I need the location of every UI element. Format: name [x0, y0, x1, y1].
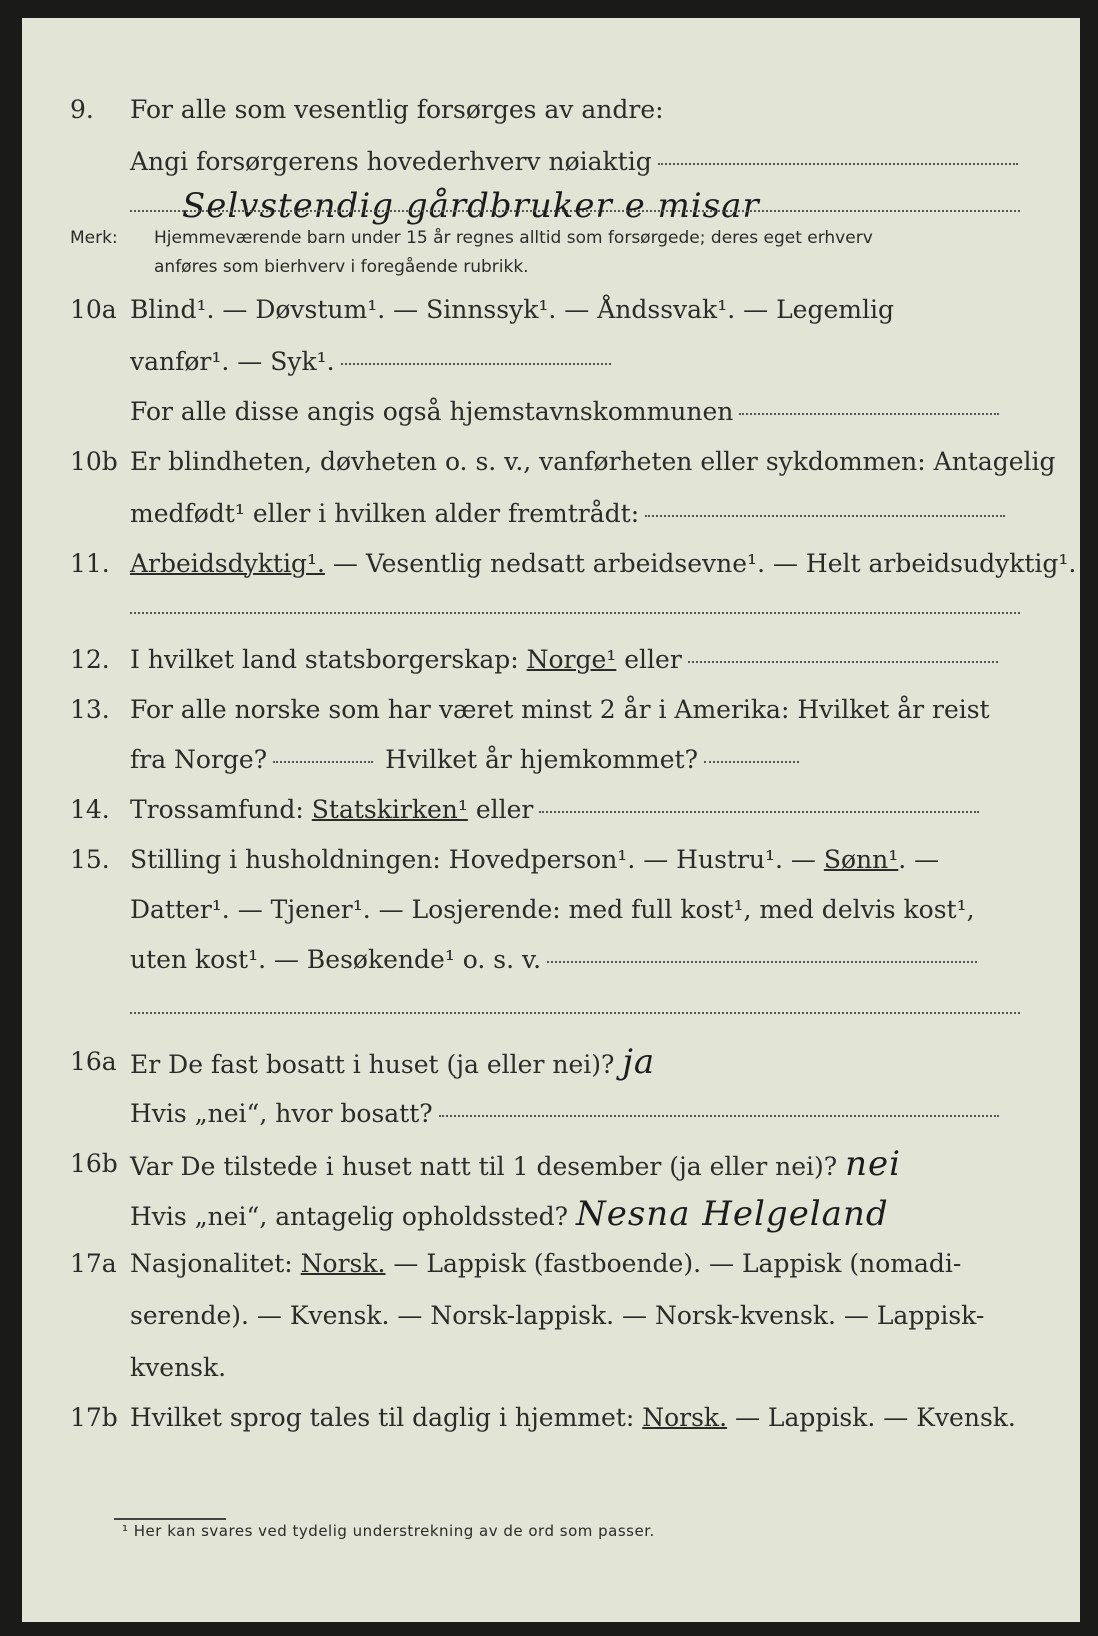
- note-label: Merk:: [70, 228, 118, 248]
- selected-option: Norsk.: [642, 1403, 728, 1432]
- question-number: 10a: [70, 295, 117, 324]
- answer-rule: [130, 210, 1020, 212]
- question-text: eller: [616, 645, 682, 674]
- question-text: vanfør¹. — Syk¹.: [130, 347, 335, 376]
- question-text: Angi forsørgerens hovederhverv nøiaktig: [130, 136, 1040, 188]
- selected-option: Sønn¹: [823, 845, 899, 874]
- answer-rule: [130, 1012, 1020, 1014]
- question-number: 13.: [70, 695, 110, 724]
- handwritten-answer: nei: [845, 1144, 902, 1184]
- question-text: For alle disse angis også hjemstavnskommunen: [130, 397, 734, 426]
- question-text: fra Norge?: [130, 745, 268, 774]
- footnote-rule: [114, 1518, 226, 1520]
- question-text: Nasjonalitet:: [130, 1249, 301, 1278]
- question-text: Hvilket år hjemkommet?: [385, 745, 699, 774]
- question-number: 17a: [70, 1249, 117, 1278]
- census-form-page: [22, 18, 1080, 1622]
- question-text: — Vesentlig nedsatt arbeidsevne¹. — Helt arbeidsudyktig¹.: [324, 549, 1077, 578]
- question-text: serende). — Kvensk. — Norsk-lappisk. — Norsk-kvensk. — Lappisk-: [130, 1301, 985, 1330]
- question-text: For alle som vesentlig forsørges av andre:: [130, 95, 664, 124]
- question-text: . —: [898, 845, 940, 874]
- question-number: 17b: [70, 1403, 118, 1432]
- question-text: Er De fast bosatt i huset (ja eller nei)?: [130, 1050, 615, 1079]
- selected-option: Statskirken¹: [311, 795, 468, 824]
- footnote: ¹ Her kan svares ved tydelig understrekning av de ord som passer.: [122, 1522, 655, 1540]
- question-number: 12.: [70, 645, 110, 674]
- question-number: 16a: [70, 1047, 117, 1076]
- note-merk: [70, 224, 873, 253]
- question-text: Var De tilstede i huset natt til 1 desember (ja eller nei)?: [130, 1152, 838, 1181]
- question-number: 14.: [70, 795, 110, 824]
- question-number: 10b: [70, 447, 118, 476]
- handwritten-answer: Nesna Helgeland: [575, 1194, 889, 1234]
- selected-option: Norge¹: [526, 645, 617, 674]
- selected-option: Norsk.: [300, 1249, 386, 1278]
- question-text: uten kost¹. — Besøkende¹ o. s. v.: [130, 945, 542, 974]
- question-text: medfødt¹ eller i hvilken alder fremtrådt:: [130, 499, 640, 528]
- handwritten-answer: Selvstendig gårdbruker e misar: [182, 186, 760, 226]
- question-number: 11.: [70, 549, 110, 578]
- note-text: Hjemmeværende barn under 15 år regnes alltid som forsørgede; deres eget erhverv: [154, 228, 873, 248]
- question-number: 15.: [70, 845, 110, 874]
- answer-rule: [130, 612, 1020, 614]
- selected-option: Arbeidsdyktig¹.: [130, 549, 325, 578]
- question-text: Hvis „nei“, antagelig opholdssted?: [130, 1202, 569, 1231]
- question-text: — Lappisk (fastboende). — Lappisk (nomadi-: [385, 1249, 962, 1278]
- question-text: Trossamfund:: [130, 795, 312, 824]
- handwritten-answer: ja: [622, 1042, 656, 1082]
- question-text: eller: [467, 795, 534, 824]
- question-text: Hvis „nei“, hvor bosatt?: [130, 1099, 433, 1128]
- question-text: Datter¹. — Tjener¹. — Losjerende: med full kost¹, med delvis kost¹,: [130, 895, 975, 924]
- question-text: Stilling i husholdningen: Hovedperson¹. — Hustru¹. —: [130, 845, 824, 874]
- question-text: I hvilket land statsborgerskap:: [130, 645, 527, 674]
- question-text: Hvilket sprog tales til daglig i hjemmet:: [130, 1403, 643, 1432]
- question-text: Er blindheten, døvheten o. s. v., vanførheten eller sykdommen: Antagelig: [130, 447, 1056, 476]
- question-text: For alle norske som har været minst 2 år i Amerika: Hvilket år reist: [130, 695, 990, 724]
- question-text: — Lappisk. — Kvensk.: [727, 1403, 1016, 1432]
- question-text: kvensk.: [130, 1353, 227, 1382]
- note-text-line2: anføres som bierhverv i foregående rubrikk.: [154, 257, 529, 277]
- question-number: 9.: [70, 95, 94, 124]
- question-text: Blind¹. — Døvstum¹. — Sinnssyk¹. — Åndssvak¹. — Legemlig: [130, 295, 894, 324]
- question-number: 16b: [70, 1149, 118, 1178]
